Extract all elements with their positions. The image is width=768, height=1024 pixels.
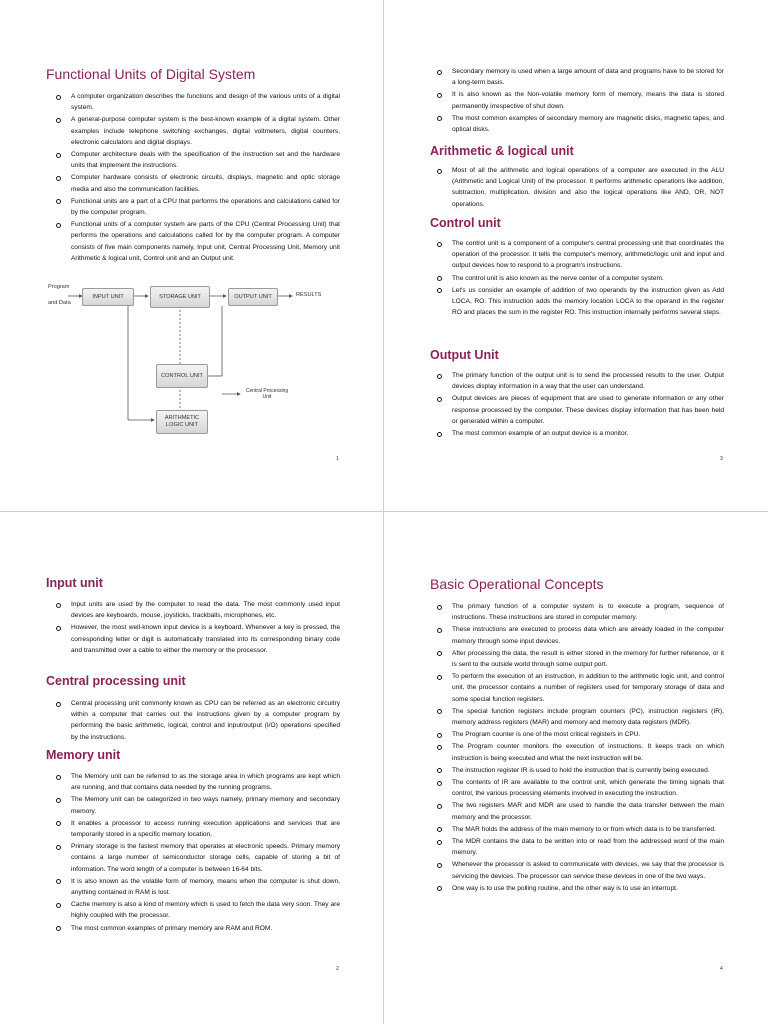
page-2 (0, 512, 384, 1024)
page-title: Functional Units of Digital System (46, 66, 256, 82)
page-1 (0, 0, 384, 512)
list-item: It is also known as the volatile form of memory, means when the computer is shut down, anything contained in RAM is lost. (55, 876, 340, 898)
page-number: 3 (720, 456, 723, 462)
list-item: Input units are used by the computer to read the data. The most commonly used input devices are keyboards, mouse, joysticks, trackballs, microphones, etc. (55, 599, 340, 621)
bullet-list (55, 91, 340, 265)
list-item: Central processing unit commonly known as CPU can be referred as an electronic circuitry within a computer that carries out the instructions given by a computer program by performing the basic arithmetic, logical, control and input/output (I/O) operations specified by the instructions. (55, 698, 340, 743)
program-label: Program (48, 284, 70, 290)
list-item: Most of all the arithmetic and logical operations of a computer are executed in the ALU (Arithmetic and Logical Unit) of the processor. It performs arithmetic operations like addition, subtraction, multiplication, division and also the logical operations like AND, OR, NOT operations. (436, 165, 724, 210)
list-item: To perform the execution of an instruction, in addition to the arithmetic logic unit, and control unit, the processor contains a number of registers used for temporary storage of data and some special function registers. (436, 671, 724, 705)
output-list (436, 370, 724, 440)
list-item: The instruction register IR is used to hold the instruction that is currently being executed. (436, 765, 724, 776)
output-unit-box: OUTPUT UNIT (228, 288, 278, 306)
results-label: RESULTS (296, 292, 322, 298)
cpu-label: Central Processing Unit (245, 388, 289, 400)
section-title: Output Unit (430, 348, 499, 362)
data-label: and Data (48, 300, 71, 306)
section-title: Memory unit (46, 748, 121, 762)
list-item: The Memory unit can be categorized in two ways namely, primary memory and secondary memory. (55, 794, 340, 816)
list-item: Secondary memory is used when a large amount of data and programs have to be stored for a long-term basis. (436, 66, 724, 88)
section-title: Arithmetic & logical unit (430, 144, 574, 158)
list-item: Let's us consider an example of addition of two operands by the instruction given as Add LOCA, RO. This instruction adds the memory location LOCA to the operand in the register RO and places the sum in the register RO. This instruction internally performs several steps. (436, 285, 724, 319)
control-list (436, 238, 724, 319)
list-item: These instructions are executed to process data which are already loaded in the computer memory through some input devices. (436, 624, 724, 646)
list-item: The two registers MAR and MDR are used to handle the data transfer between the main memory and the processor. (436, 800, 724, 822)
page-3 (384, 0, 768, 512)
list-item: Functional units are a part of a CPU that performs the operations and calculations called for by the computer program. (55, 196, 340, 218)
functional-units-diagram (46, 282, 346, 437)
list-item: The control unit is a component of a computer's central processing unit that coordinates the operation of the processor. It tells the computer's memory, arithmetic/logic unit and input and output devices how to respond to a program's instructions. (436, 238, 724, 272)
control-unit-box: CONTROL UNIT (156, 364, 208, 388)
list-item: Functional units of a computer system are parts of the CPU (Central Processing Unit) that performs the operations and calculations called for by the computer program. A computer consists of five main components namely, Input unit, Central Processing Unit, Memory unit Arithmetic & logical unit, Control unit and an Output unit. (55, 219, 340, 264)
list-item: The Program counter is one of the most critical registers in CPU. (436, 729, 724, 740)
list-item: The most common examples of secondary memory are magnetic disks, magnetic tapes, and optical disks. (436, 113, 724, 135)
alu-box: ARITHMETIC LOGIC UNIT (156, 410, 208, 434)
list-item: The primary function of a computer system is to execute a program, sequence of instructions. These instructions are stored in computer memory. (436, 601, 724, 623)
list-item: Cache memory is also a kind of memory which is used to fetch the data very soon. They are highly coupled with the processor. (55, 899, 340, 921)
section-title: Control unit (430, 216, 501, 230)
list-item: The primary function of the output unit is to send the processed results to the user. Output devices display information in a way that the user can understand. (436, 370, 724, 392)
secondary-memory-list (436, 66, 724, 136)
page-number: 4 (720, 966, 723, 972)
list-item: The most common examples of primary memory are RAM and ROM. (55, 923, 340, 934)
list-item: A general-purpose computer system is the best-known example of a digital system. Other examples include telephone switching exchanges, digital voltmeters, digital counters, electronic calculators and digital displays. (55, 114, 340, 148)
storage-unit-box: STORAGE UNIT (150, 286, 210, 308)
section-title: Central processing unit (46, 674, 186, 688)
bullet-list (436, 601, 724, 895)
list-item: However, the most well-known input device is a keyboard. Whenever a key is pressed, the corresponding letter or digit is automatically translated into its corresponding binary code and transmitted over a cable to either the memory or the processor. (55, 622, 340, 656)
list-item: The Memory unit can be referred to as the storage area in which programs are kept which are running, and that contains data needed by the running programs. (55, 771, 340, 793)
list-item: Output devices are pieces of equipment that are used to generate information or any other response processed by the computer. These devices display information that has been held or generated within a computer. (436, 393, 724, 427)
page-number: 1 (336, 456, 339, 462)
list-item: A computer organization describes the functions and design of the various units of a digital system. (55, 91, 340, 113)
list-item: The most common example of an output device is a monitor. (436, 428, 724, 439)
list-item: The Program counter monitors the execution of instructions. It keeps track on which instruction is being executed and what the next instruction will be. (436, 741, 724, 763)
list-item: One way is to use the polling routine, and the other way is to use an interrupt. (436, 883, 724, 894)
list-item: Primary storage is the fastest memory that operates at electronic speeds. Primary memory contains a large number of semiconductor storage cells, capable of storing a bit of information. The word length of a computer is between 16-64 bits. (55, 841, 340, 875)
page-number: 2 (336, 966, 339, 972)
list-item: It is also known as the Non-volatile memory form of memory, means the data is stored permanently irrespective of shut down. (436, 89, 724, 111)
list-item: The contents of IR are available to the control unit, which generate the timing signals that control, the various processing elements involved in executing the instruction. (436, 777, 724, 799)
list-item: It enables a processor to access running execution applications and services that are temporarily stored in a specific memory location. (55, 818, 340, 840)
list-item: Computer hardware consists of electronic circuits, displays, magnetic and optic storage media and also the communication facilities. (55, 172, 340, 194)
list-item: Computer architecture deals with the specification of the instruction set and the hardware units that implement the instructions. (55, 149, 340, 171)
list-item: The special function registers include program counters (PC), instruction registers (IR), memory address registers (MAR) and memory and memory data registers (MDR). (436, 706, 724, 728)
input-unit-box: INPUT UNIT (82, 288, 134, 306)
memory-unit-list (55, 771, 340, 935)
cpu-list (55, 698, 340, 744)
list-item: The MDR contains the data to be written into or read from the addressed word of the main memory. (436, 836, 724, 858)
list-item: Whenever the processor is asked to communicate with devices, we say that the processor is servicing the devices. The processor can service these devices in one of the two ways. (436, 859, 724, 881)
list-item: The MAR holds the address of the main memory to or from which data is to be transferred. (436, 824, 724, 835)
list-item: The control unit is also known as the nerve center of a computer system. (436, 273, 724, 284)
list-item: After processing the data, the result is either stored in the memory for further reference, or it is sent to the outside world through some output port. (436, 648, 724, 670)
page-4 (384, 512, 768, 1024)
section-title: Input unit (46, 576, 103, 590)
page-title: Basic Operational Concepts (430, 576, 604, 592)
input-unit-list (55, 599, 340, 657)
alu-list (436, 165, 724, 211)
